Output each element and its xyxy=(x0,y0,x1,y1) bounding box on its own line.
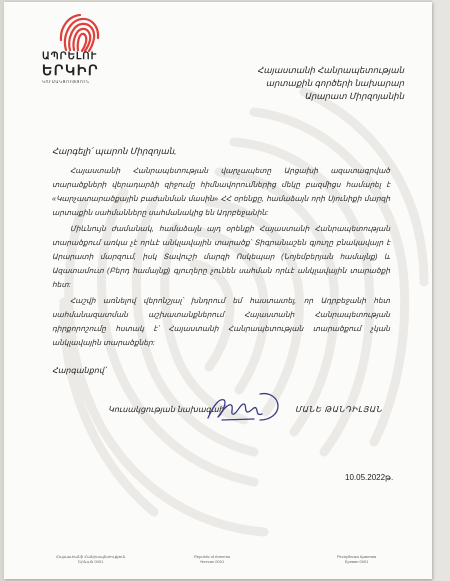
body-paragraph-3: Հաշվի առնելով վերոնշյալ՝ խնդրում եմ հաստատել, որ Ադրբեջանի հետ սահմանազատման աշխատանքներում Հայաստանի Հանրապետության դիրքորոշումը հստակ է՝ Հայաստանի Հանրապետության տարածքում չկան անկլավային տարածքներ: xyxy=(52,296,390,347)
footer-russian-line2: Ереван 0001 xyxy=(344,559,369,564)
footer-armenian-line1: Հայաստանի Հանրապետություն xyxy=(56,554,126,559)
closing: Հարգանքով՝ xyxy=(52,366,106,375)
party-logo xyxy=(28,14,128,84)
signatory-title: Կուսակցության նախագահ՝ xyxy=(108,405,226,414)
footer-english-line1: Republic of Armenia xyxy=(194,554,230,559)
handwritten-signature xyxy=(204,390,282,424)
addressee-block xyxy=(257,64,404,103)
footer-english-line2: Yerevan 0001 xyxy=(199,559,225,564)
addressee-line1: Հայաստանի Հանրապետության xyxy=(257,65,404,75)
letter-body xyxy=(52,164,390,352)
footer-armenian xyxy=(56,554,125,564)
salutation: Հարգելի՛ պարոն Միրզոյան, xyxy=(52,146,177,156)
letter-date: 10.05.2022թ. xyxy=(345,473,394,482)
logo-line1: ԱՊՐԵԼՈՒ xyxy=(42,51,97,62)
addressee-line3: Արարատ Միրզոյանին xyxy=(304,91,404,101)
logo-subtitle: ԿՈՒՍԱԿՑՈՒԹՅՈՒՆ xyxy=(42,79,90,84)
body-paragraph-2: Միևնույն ժամանակ, համաձայն այդ օրենքի Հայաստանի Հանրապետության տարածքում առկա չէ որևէ անկլավային տարածք՝ Տիգրանաշեն գյուղը բնակավայր է Արարատի մարզում, իսկ Տավուշի մարզի Ոսկեպար (Նոյեմբերյան համայնք) և Ազատամուտ (Բերդ համայնք) գյուղերը չունեն սահման որևէ անկլավային տարածքի հետ: xyxy=(52,224,390,289)
footer-english xyxy=(194,554,230,564)
footer-russian xyxy=(337,554,376,564)
fingerprint-logo-icon xyxy=(58,14,102,54)
footer-russian-line1: Республика Армения xyxy=(337,554,377,559)
letterhead-footer xyxy=(4,550,432,579)
logo-line2: ԵՐԿԻՐ xyxy=(42,62,100,78)
footer-armenian-line2: Երևան 0001 xyxy=(78,559,104,564)
body-paragraph-1: Հայաստանի Հանրապետության վարչապետը Արցախի ազատագրված տարածքների վերադարձի զիջումը հիմնավորումներից մեկը բազմիցս համարել է «Կարչատարածքային բաժանման մասին» ՀՀ օրենքը, համաձայն որի Սյունիքի մարզի արտաքին սահմանները սահմանակից են Ադրբեջանին: xyxy=(52,166,390,217)
page-edge-strip xyxy=(432,0,450,581)
signatory-name: ՄԱՆԵ ԹԱՆԴԻԼՅԱՆ xyxy=(295,405,383,414)
letter-page xyxy=(4,2,432,579)
addressee-line2: արտաքին գործերի նախարար xyxy=(265,78,404,88)
